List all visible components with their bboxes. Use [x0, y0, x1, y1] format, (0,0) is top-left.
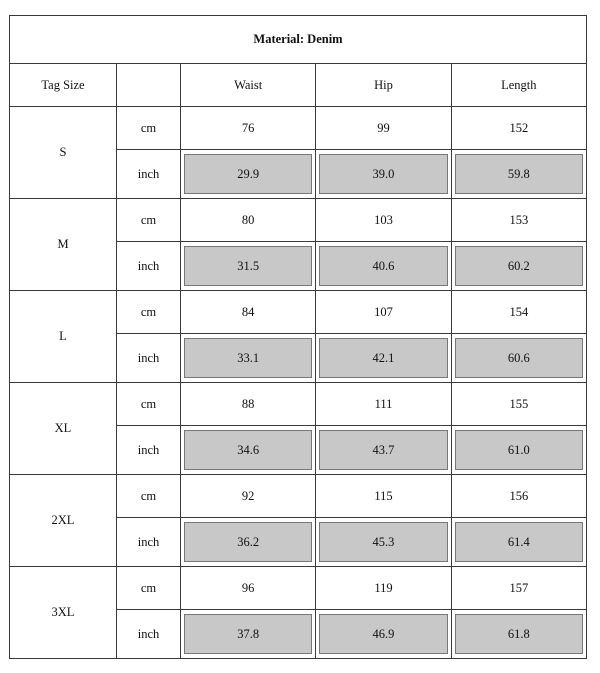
- hip-cm-cell: 115: [316, 475, 451, 518]
- length-inch-cell: [451, 426, 586, 475]
- unit-cm-cell: cm: [117, 107, 181, 150]
- hip-inch-cell: [316, 334, 451, 383]
- hip-inch-value: 46.9: [319, 614, 447, 654]
- hip-cm-cell: 111: [316, 383, 451, 426]
- waist-cm-cell: 76: [181, 107, 316, 150]
- hip-inch-cell: [316, 426, 451, 475]
- waist-inch-value: 31.5: [184, 246, 312, 286]
- table-row: [10, 291, 587, 334]
- unit-cm-cell: cm: [117, 199, 181, 242]
- waist-inch-value: 36.2: [184, 522, 312, 562]
- waist-inch-value: 33.1: [184, 338, 312, 378]
- tag-size-cell: L: [10, 291, 117, 383]
- unit-cm-cell: cm: [117, 475, 181, 518]
- hip-inch-value: 42.1: [319, 338, 447, 378]
- length-inch-cell: [451, 518, 586, 567]
- hip-inch-cell: [316, 610, 451, 659]
- unit-inch-cell: inch: [117, 518, 181, 567]
- length-inch-cell: [451, 334, 586, 383]
- waist-inch-value: 37.8: [184, 614, 312, 654]
- hip-inch-value: 43.7: [319, 430, 447, 470]
- length-inch-value: 60.2: [455, 246, 583, 286]
- length-cm-cell: 155: [451, 383, 586, 426]
- header-unit: [117, 64, 181, 107]
- tag-size-cell: M: [10, 199, 117, 291]
- unit-cm-cell: cm: [117, 567, 181, 610]
- size-chart-table: [9, 15, 587, 659]
- title-row: [10, 16, 587, 64]
- hip-inch-cell: [316, 518, 451, 567]
- waist-inch-cell: [181, 610, 316, 659]
- length-inch-value: 61.8: [455, 614, 583, 654]
- length-cm-cell: 154: [451, 291, 586, 334]
- hip-cm-cell: 103: [316, 199, 451, 242]
- hip-inch-cell: [316, 150, 451, 199]
- unit-inch-cell: inch: [117, 426, 181, 475]
- tag-size-cell: XL: [10, 383, 117, 475]
- length-cm-cell: 152: [451, 107, 586, 150]
- hip-inch-value: 39.0: [319, 154, 447, 194]
- header-waist: Waist: [181, 64, 316, 107]
- length-inch-value: 60.6: [455, 338, 583, 378]
- hip-inch-cell: [316, 242, 451, 291]
- waist-inch-cell: [181, 242, 316, 291]
- hip-cm-cell: 119: [316, 567, 451, 610]
- waist-cm-cell: 84: [181, 291, 316, 334]
- waist-cm-cell: 92: [181, 475, 316, 518]
- length-cm-cell: 156: [451, 475, 586, 518]
- unit-cm-cell: cm: [117, 383, 181, 426]
- length-inch-value: 61.4: [455, 522, 583, 562]
- waist-cm-cell: 88: [181, 383, 316, 426]
- waist-inch-value: 34.6: [184, 430, 312, 470]
- unit-inch-cell: inch: [117, 334, 181, 383]
- table-title: Material: Denim: [10, 16, 587, 64]
- table-row: [10, 107, 587, 150]
- unit-inch-cell: inch: [117, 610, 181, 659]
- length-inch-cell: [451, 242, 586, 291]
- waist-inch-cell: [181, 334, 316, 383]
- waist-inch-cell: [181, 426, 316, 475]
- table-row: [10, 383, 587, 426]
- tag-size-cell: 3XL: [10, 567, 117, 659]
- unit-inch-cell: inch: [117, 242, 181, 291]
- length-inch-value: 61.0: [455, 430, 583, 470]
- length-inch-cell: [451, 610, 586, 659]
- table-row: [10, 199, 587, 242]
- table-row: [10, 475, 587, 518]
- hip-inch-value: 45.3: [319, 522, 447, 562]
- waist-inch-value: 29.9: [184, 154, 312, 194]
- hip-cm-cell: 107: [316, 291, 451, 334]
- length-cm-cell: 157: [451, 567, 586, 610]
- header-length: Length: [451, 64, 586, 107]
- tag-size-cell: S: [10, 107, 117, 199]
- tag-size-cell: 2XL: [10, 475, 117, 567]
- hip-cm-cell: 99: [316, 107, 451, 150]
- length-cm-cell: 153: [451, 199, 586, 242]
- length-inch-value: 59.8: [455, 154, 583, 194]
- waist-inch-cell: [181, 518, 316, 567]
- header-row: [10, 64, 587, 107]
- waist-cm-cell: 96: [181, 567, 316, 610]
- unit-cm-cell: cm: [117, 291, 181, 334]
- table-row: [10, 567, 587, 610]
- header-hip: Hip: [316, 64, 451, 107]
- waist-cm-cell: 80: [181, 199, 316, 242]
- hip-inch-value: 40.6: [319, 246, 447, 286]
- unit-inch-cell: inch: [117, 150, 181, 199]
- length-inch-cell: [451, 150, 586, 199]
- waist-inch-cell: [181, 150, 316, 199]
- header-tag-size: Tag Size: [10, 64, 117, 107]
